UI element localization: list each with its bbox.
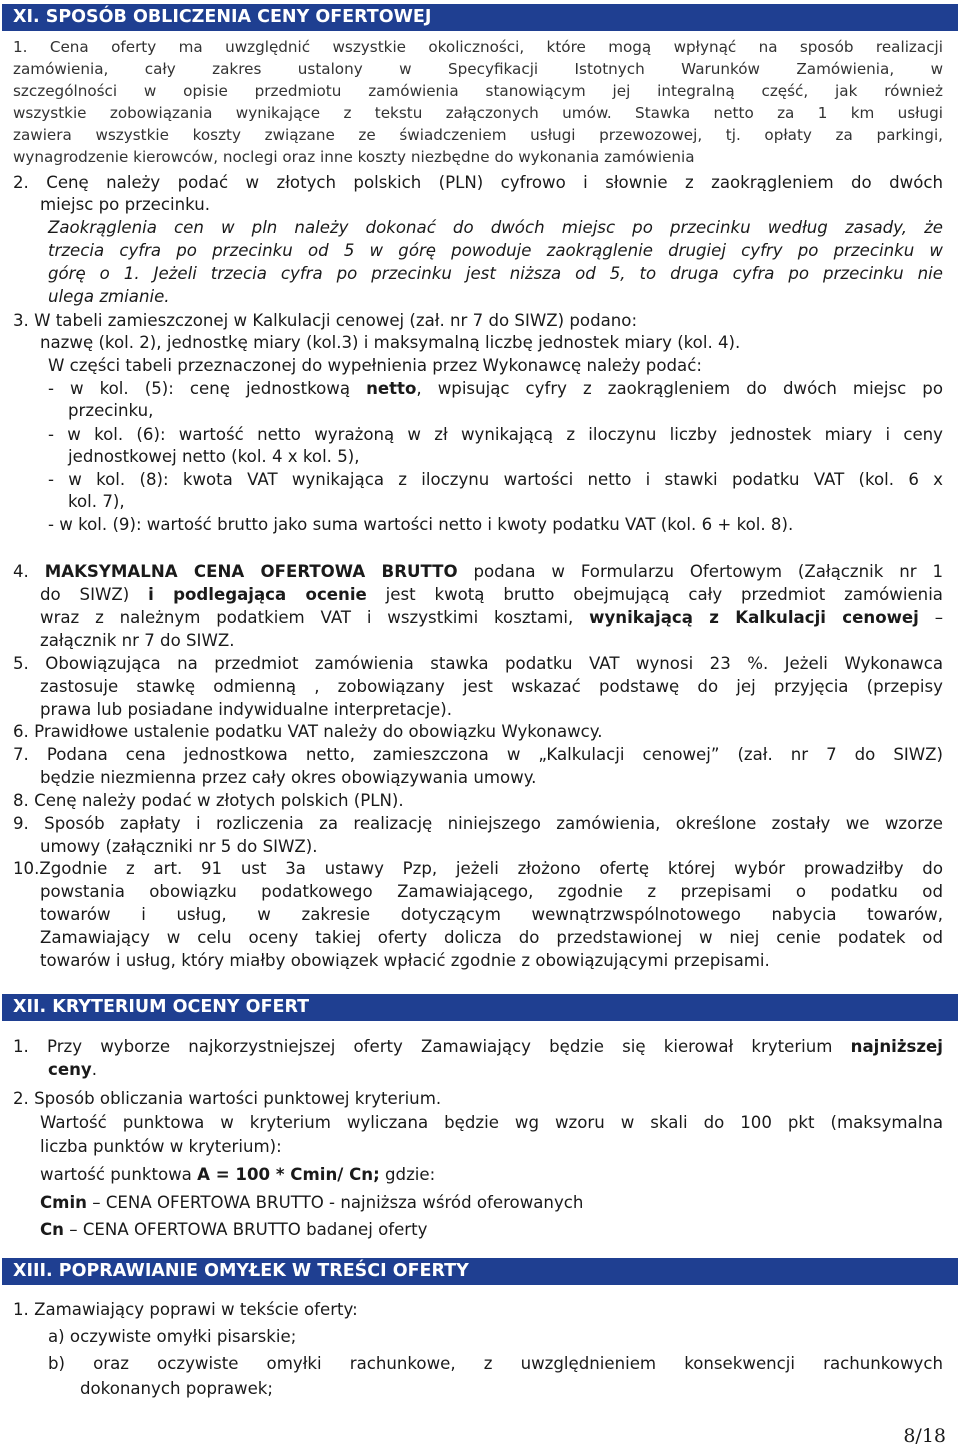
text-line: szczególności w opisie przedmiotu zamówienia stanowiącym jej integralną część, jak również [13,82,943,100]
text-line: nazwę (kol. 2), jednostkę miary (kol.3) i maksymalną liczbę jednostek miary (kol. 4). [40,333,741,352]
text-line-italic: górę o 1. Jeżeli trzecia cyfra po przecinku jest niższa od 5, to druga cyfra po przecinku nie [48,264,943,283]
section-header-xiii: XIII. POPRAWIANIE OMYŁEK W TREŚCI OFERTY [2,1258,958,1285]
text-run: gdzie: [379,1165,436,1184]
text-line: 7. Podana cena jednostkowa netto, zamieszczona w „Kalkulacji cenowej” (zał. nr 7 do SIWZ) [13,745,943,764]
text-line [40,584,943,606]
text-line: 5. Obowiązująca na przedmiot zamówienia stawka podatku VAT wynosi 23 %. Jeżeli Wykonawca [13,654,943,673]
definition-cn [40,1219,427,1241]
formula: A = 100 * Cmin/ Cn; [197,1165,380,1184]
definition-cmin [40,1192,583,1214]
text-line: 10.Zgodnie z art. 91 ust 3a ustawy Pzp, jeżeli złożono ofertę której wybór prowadziłby do [13,859,943,878]
text-run-bold: wynikającą z Kalkulacji cenowej [589,608,919,627]
xi-point-8: 8. Cenę należy podać w złotych polskich (PLN). [13,791,404,810]
text-line: 1. Zamawiający poprawi w tekście oferty: [13,1300,358,1319]
text-run-bold: i podlegająca ocenie [148,585,367,604]
text-run: do SIWZ) [40,585,149,604]
text-line-italic: ulega zmianie. [48,287,170,306]
item-bold: netto [366,379,417,398]
text-run: 4. [13,562,45,581]
text-line: Zamawiający w celu oceny takiej oferty dolicza do przedstawionej w niej cenie podatek od [40,928,943,947]
text-run: – CENA OFERTOWA BRUTTO badanej oferty [64,1220,428,1239]
text-line: zastosuje stawkę odmienną , zobowiązany jest wskazać podstawę do jej przyjęcia (przepisy [40,677,943,696]
list-item: - w kol. (6): wartość netto wyrażoną w zł wynikającą z iloczynu liczby jednostek miary i ceny [48,425,943,444]
text-line: 9. Sposób zapłaty i rozliczenia za realizację niniejszego zamówienia, określone zostały we wzorze [13,814,943,833]
text-line: towarów i usług, który miałby obowiązek wpłacić zgodnie z obowiązującymi przepisami. [40,951,770,970]
text-line [40,607,943,629]
text-line-italic: trzecia cyfra po przecinku od 5 w górę powoduje zaokrąglenie drugiej cyfry po przecinku w [48,241,943,260]
text-run: wraz z należnym podatkiem VAT i wszystkimi kosztami, [40,608,590,627]
text-line [13,561,943,583]
formula-line [40,1164,435,1186]
text-line [13,1036,943,1058]
text-line: 2. Cenę należy podać w złotych polskich (PLN) cyfrowo i słownie z zaokrągleniem do dwóch [13,173,943,192]
section-header-xii: XII. KRYTERIUM OCENY OFERT [2,994,958,1021]
text-line: wszystkie zobowiązania wynikające z tekstu załączonych umów. Stawka netto za 1 km usługi [13,104,943,122]
list-item: - w kol. (9): wartość brutto jako suma wartości netto i kwoty podatku VAT (kol. 6 + kol. 8). [48,515,794,534]
list-item-cont: przecinku, [68,401,154,420]
text-line: umowy (załączniki nr 5 do SIWZ). [40,837,318,856]
list-item: a) oczywiste omyłki pisarskie; [48,1327,297,1346]
text-line: miejsc po przecinku. [40,195,211,214]
text-line: będzie niezmienna przez cały okres obowiązywania umowy. [40,768,537,787]
text-line: 1. Cena oferty ma uwzględnić wszystkie okoliczności, które mogą wpłynąć na sposób realizacji [13,38,943,56]
text-line: zamówienia, cały zakres ustalony w Specyfikacji Istotnych Warunków Zamówienia, w [13,60,943,78]
symbol: Cn [40,1220,64,1239]
symbol: Cmin [40,1193,87,1212]
list-item-cont: kol. 7), [68,492,125,511]
text-line-italic: Zaokrąglenia cen w pln należy dokonać do dwóch miejsc po przecinku według zasady, że [48,218,943,237]
text-run: wartość punktowa [40,1165,198,1184]
page-number: 8/18 [903,1425,946,1447]
list-item-cont: dokonanych poprawek; [80,1379,273,1398]
text-line: towarów i usług, w zakresie dotyczącym wewnątrzwspólnotowego nabycia towarów, [40,905,943,924]
text-line: Wartość punktowa w kryterium wyliczana będzie wg wzoru w skali do 100 pkt (maksymalna [40,1113,943,1132]
item-text: - w kol. (5): cenę jednostkową [48,379,367,398]
list-item: - w kol. (8): kwota VAT wynikająca z iloczynu wartości netto i stawki podatku VAT (kol. 6 x [48,470,943,489]
text-line: 3. W tabeli zamieszczonej w Kalkulacji cenowej (zał. nr 7 do SIWZ) podano: [13,311,638,330]
text-run: . [91,1060,98,1079]
text-line [48,1059,97,1081]
text-run: – [918,608,944,627]
text-line: powstania obowiązku podatkowego Zamawiającego, zgodnie z przepisami o podatku od [40,882,943,901]
xi-point-6: 6. Prawidłowe ustalenie podatku VAT należy do obowiązku Wykonawcy. [13,722,603,741]
list-item [48,378,943,400]
text-line: liczba punktów w kryterium): [40,1137,282,1156]
list-item-cont: jednostkowej netto (kol. 4 x kol. 5), [68,447,360,466]
text-line: W części tabeli przeznaczonej do wypełnienia przez Wykonawcę należy podać: [48,356,702,375]
text-run-bold: MAKSYMALNA CENA OFERTOWA BRUTTO [44,562,458,581]
text-line: 2. Sposób obliczania wartości punktowej kryterium. [13,1089,442,1108]
text-run: podana w Formularzu Ofertowym (Załącznik nr 1 [457,562,944,581]
text-run-bold: ceny [48,1060,92,1079]
text-run: 1. Przy wyborze najkorzystniejszej oferty Zamawiający będzie się kierował kryterium [13,1037,851,1056]
text-line: prawa lub posiadane indywidualne interpretacje). [40,700,453,719]
section-header-xi: XI. SPOSÓB OBLICZENIA CENY OFERTOWEJ [2,4,958,31]
list-item: b) oraz oczywiste omyłki rachunkowe, z uwzględnieniem konsekwencji rachunkowych [48,1354,943,1373]
text-line: załącznik nr 7 do SIWZ. [40,631,235,650]
item-text: , wpisując cyfry z zaokrągleniem do dwóch miejsc po [416,379,943,398]
text-run-bold: najniższej [850,1037,943,1056]
text-run: – CENA OFERTOWA BRUTTO - najniższa wśród oferowanych [86,1193,584,1212]
text-line: wynagrodzenie kierowców, noclegi oraz inne koszty niezbędne do wykonania zamówienia [13,148,695,166]
text-line: zawiera wszystkie koszty związane ze świadczeniem usługi przewozowej, tj. opłaty za parkingi, [13,126,943,144]
text-run: jest kwotą brutto obejmującą cały przedmiot zamówienia [366,585,943,604]
